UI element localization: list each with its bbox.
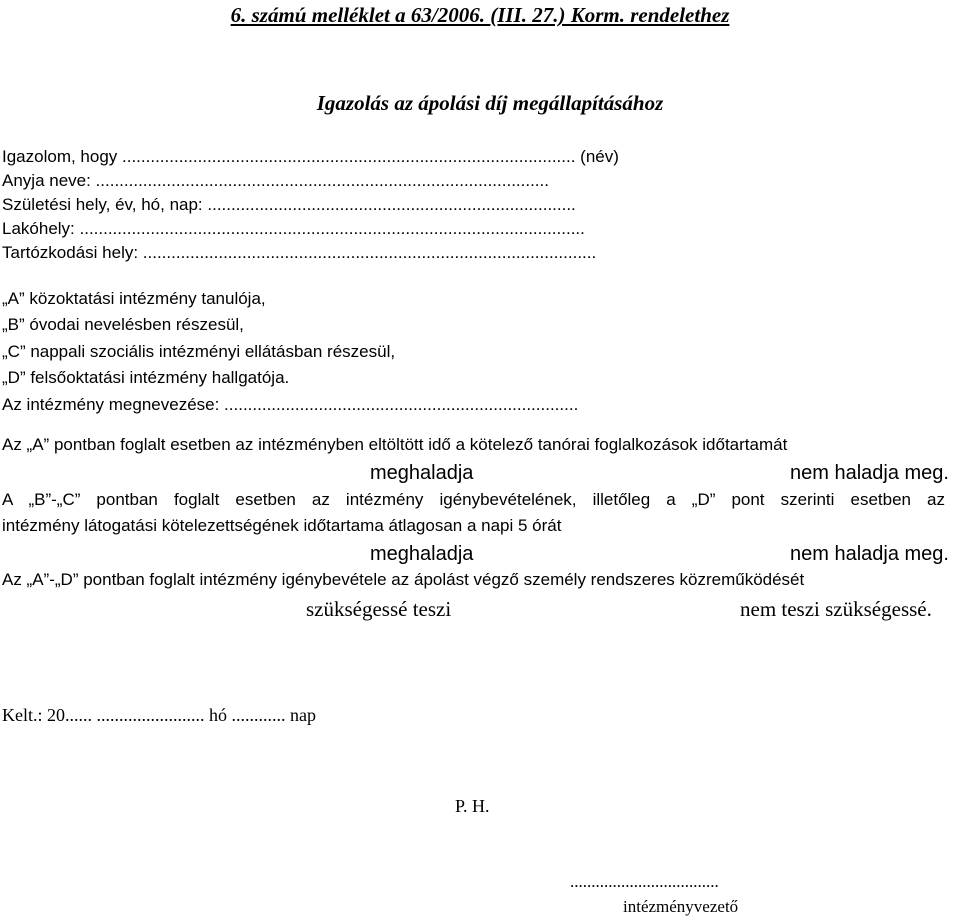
form-title: Igazolás az ápolási díj megállapításához (316, 91, 664, 115)
stay-line: Tartózkodási hely: ................................................................................................ (2, 243, 597, 262)
date-line: Kelt.: 20...... ........................ hó ............ nap (2, 705, 316, 725)
section-ad-option-not-required: nem teszi szükségessé. (740, 597, 932, 621)
certify-line: Igazolom, hogy ................................................................................................ (név) (2, 147, 619, 166)
section-bcd-option-not-exceeds: nem haladja meg. (790, 543, 949, 565)
birth-line: Születési hely, év, hó, nap: .............................................................................. (2, 195, 576, 214)
section-bcd-option-exceeds: meghaladja (370, 543, 474, 565)
annex-title: 6. számú melléklet a 63/2006. (III. 27.) Korm. rendelethez (230, 3, 730, 27)
option-a: „A” közoktatási intézmény tanulója, (2, 289, 266, 308)
section-a-text: Az „A” pontban foglalt esetben az intézményben eltöltött idő a kötelező tanórai foglalkozások időtartamát (2, 435, 788, 454)
option-d: „D” felsőoktatási intézmény hallgatója. (2, 368, 290, 387)
section-ad-text: Az „A”-„D” pontban foglalt intézmény igénybevétele az ápolást végző személy rendszeres közreműködését (2, 570, 805, 589)
section-a-option-exceeds: meghaladja (370, 462, 474, 484)
residence-line: Lakóhely: ........................................................................................................... (2, 219, 585, 238)
section-bcd-line2: intézmény látogatási kötelezettségének időtartama átlagosan a napi 5 órát (2, 516, 562, 535)
option-b: „B” óvodai nevelésben részesül, (2, 315, 244, 334)
institution-name-line: Az intézmény megnevezése: ........................................................................... (2, 395, 579, 414)
stamp-label: P. H. (455, 796, 490, 816)
signature-line: ................................... (570, 872, 719, 891)
option-c: „C” nappali szociális intézményi ellátásban részesül, (2, 342, 396, 361)
section-a-option-not-exceeds: nem haladja meg. (790, 462, 949, 484)
section-bcd-line1: A „B”-„C” pontban foglalt esetben az intézmény igénybevételének, illetőleg a „D” pont szerinti esetben az (2, 490, 945, 509)
mother-name-line: Anyja neve: ................................................................................................ (2, 171, 549, 190)
section-ad-option-required: szükségessé teszi (306, 597, 452, 621)
signature-label: intézményvezető (623, 897, 739, 916)
